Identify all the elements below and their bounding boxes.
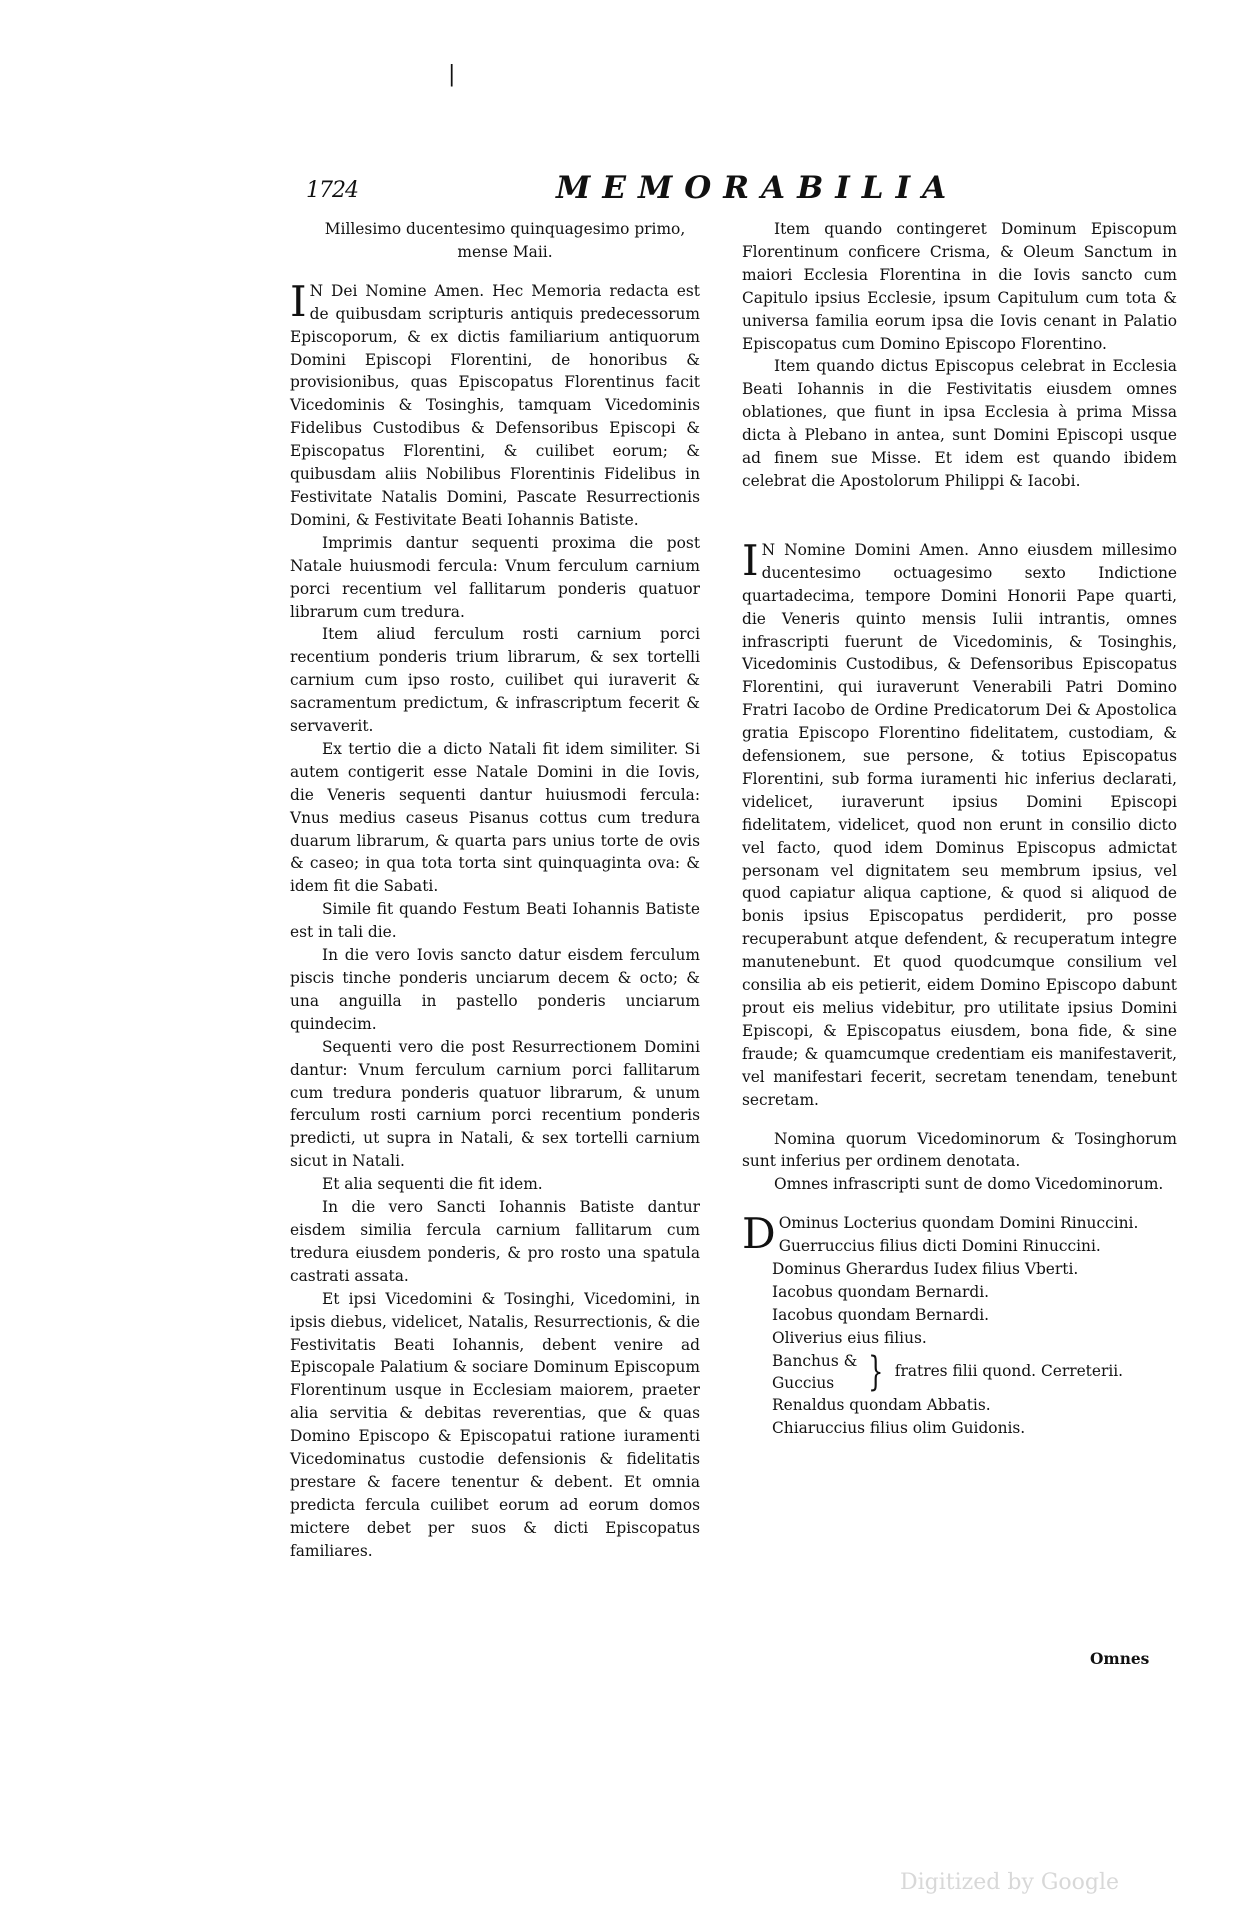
first-paragraph xyxy=(290,276,700,532)
paragraph: Omnes infrascripti sunt de domo Vicedominorum. xyxy=(774,1175,1164,1194)
oath-paragraph xyxy=(742,535,1177,1112)
paragraph: Et ipsi Vicedomini & Tosinghi, Vicedomini, in ipsis diebus, videlicet, Natalis, Resurrectionis, & die Festivitatis Beati Iohannis, debent venire ad Episcopale Palatium & sociare Dominum Episcopum Florentinum usque in Ecclesiam maiorem, praeter alia servitia & debitas reverentias, que & quas Domino Episcopo & Episcopatui ratione iuramenti Vicedominatus custodie defensionis & fidelitatis prestare & facere tenentur & debent. Et omnia predicta fercula cuilibet eorum ad eorum domos mictere debet per suos & dicti Episcopatus familiares. xyxy=(290,1289,700,1560)
list-item: Renaldus quondam Abbatis. xyxy=(772,1395,991,1414)
paragraph: Nomina quorum Vicedominorum & Tosinghorum sunt inferius per ordinem denotata. xyxy=(742,1129,1177,1171)
brace-names xyxy=(772,1350,857,1394)
running-title: MEMORABILIA xyxy=(556,170,959,206)
list-item: Dominus Gherardus Iudex filius Vberti. xyxy=(772,1260,1079,1279)
paragraph: Item aliud ferculum rosti carnium porci recentium ponderis trium librarum, & sex tortelli carnium cum ipso rosto, cuilibet qui iuraverit & sacramentum predictum, & infrascriptum fecerit & servaverit. xyxy=(290,625,700,736)
paragraph: Imprimis dantur sequenti proxima die post Natale huiusmodi fercula: Vnum ferculum carnium porci recentium vel fallitarum ponderis quatuor librarum cum tredura. xyxy=(290,533,700,621)
list-item: Iacobus quondam Bernardi. xyxy=(772,1282,990,1301)
right-column xyxy=(742,218,1177,1440)
list-item: Banchus & xyxy=(772,1351,858,1370)
list-item: Guccius xyxy=(772,1373,835,1392)
watermark: Digitized by Google xyxy=(900,1870,1120,1895)
paragraph: Simile fit quando Festum Beati Iohannis Batiste est in tali die. xyxy=(290,900,700,942)
brace-group xyxy=(742,1350,1177,1394)
catchword: Omnes xyxy=(1090,1650,1150,1668)
drop-cap: I xyxy=(742,535,759,585)
drop-cap: D xyxy=(742,1209,776,1259)
paragraph: Sequenti vero die post Resurrectionem Domini dantur: Vnum ferculum carnium porci fallitarum cum tredura ponderis quatuor librarum, & unum ferculum rosti carnium porci recentium ponderis predicti, ut supra in Natali, & sex tortelli carnium sicut in Natali. xyxy=(290,1037,700,1171)
drop-cap: I xyxy=(290,276,307,326)
paragraph: In die vero Iovis sancto datur eisdem ferculum piscis tinche ponderis unciarum decem & octo; & una anguilla in pastello ponderis unciarum quindecim. xyxy=(290,946,700,1033)
margin-mark: | xyxy=(448,62,456,87)
list-item-text: Ominus Locterius quondam Domini Rinuccini. xyxy=(778,1214,1139,1233)
list-item: Oliverius eius filius. xyxy=(772,1328,927,1347)
paragraph: Item quando contingeret Dominum Episcopum Florentinum conficere Crisma, & Oleum Sanctum in maiori Ecclesia Florentina in die Iovis sancto cum Capitulo ipsius Ecclesie, ipsum Capitulum cum tota & universa familia eorum ipsa die Iovis cenant in Palatio Episcopatus cum Domino Episcopo Florentino. xyxy=(742,220,1177,353)
names-list xyxy=(742,1209,1177,1439)
list-item: Guerruccius filius dicti Domini Rinuccini. xyxy=(778,1237,1101,1256)
paragraph: In die vero Sancti Iohannis Batiste dantur eisdem similia fercula carnium fallitarum cum tredura eiusdem ponderis, & pro rosto una spatula castrati assata. xyxy=(290,1198,700,1285)
paragraph: Ex tertio die a dicto Natali fit idem similiter. Si autem contigerit esse Natale Domini in die Iovis, die Veneris sequenti dantur huiusmodi fercula: Vnus medius caseus Pisanus cottus cum tredura duarum librarum, & quarta pars unius torte de ovis & caseo; in qua tota torta sint quinquaginta ova: & idem fit die Sabati. xyxy=(290,739,700,896)
list-item: Chiaruccius filius olim Guidonis. xyxy=(772,1418,1026,1437)
page-number: 1724 xyxy=(306,178,358,203)
oath-paragraph-text: N Nomine Domini Amen. Anno eiusdem millesimo ducentesimo octuagesimo sexto Indictione quartadecima, tempore Domini Honorii Pape quarti, die Veneris quinto mensis Iulii intrantis, omnes infrascripti fuerunt de Vicedominis, & Tosinghis, Vicedominis Custodibus, & Defensoribus Episcopatus Florentini, qui iuraverunt Venerabili Patri Domino Fratri Iacobo de Ordine Predicatorum Dei & Apostolica gratia Episcopo Florentino fidelitatem, custodiam, & defensionem, sue persone, & totius Episcopatus Florentini, sub forma iuramenti hic inferius declarati, videlicet, iuraverunt ipsius Domini Episcopi fidelitatem, videlicet, quod non erunt in consilio dicto vel facto, quod idem Dominus Episcopus admictat personam vel dignitatem seu membrum ipsius, vel quod capiatur aliqua captione, & quod si aliquod de bonis ipsius Episcopatus perdiderit, pro posse recuperabunt atque defendent, & recuperatum integre manutenebunt. Et quod quodcumque consilium vel consilia ab eis petierit, eidem Domino Episcopo dabunt prout eis melius videbitur, pro utilitate ipsius Domini Episcopi, & Episcopatus eiusdem, bona fide, & sine fraude; & quamcumque credentiam eis manifestaverit, vel manifestari fecerit, secretam tenendam, tenebunt secretam. xyxy=(742,540,1177,1109)
brace-glyph: } xyxy=(868,1348,884,1395)
paragraph: Item quando dictus Episcopus celebrat in Ecclesia Beati Iohannis in die Festivitatis eiusdem omnes oblationes, que fiunt in ipsa Ecclesia à prima Missa dicta à Plebano in antea, sunt Domini Episcopi usque ad finem sue Misse. Et idem est quando ibidem celebrat die Apostolorum Philippi & Iacobi. xyxy=(742,357,1177,490)
list-item: Iacobus quondam Bernardi. xyxy=(772,1305,990,1324)
first-paragraph-text: N Dei Nomine Amen. Hec Memoria redacta est de quibusdam scripturis antiquis predecessorum Episcoporum, & ex dictis familiarium antiquorum Domini Episcopi Florentini, de honoribus & provisionibus, quas Episcopatus Florentinus facit Vicedominis & Tosinghis, tamquam Vicedominis Fidelibus Custodibus & Defensoribus Episcopi & Episcopatus Florentini, & cuilibet eorum; & quibusdam aliis Nobilibus Florentinis Fidelibus in Festivitate Natalis Domini, Pascate Resurrectionis Domini, & Festivitate Beati Iohannis Batiste. xyxy=(290,281,700,529)
paragraph: Et alia sequenti die fit idem. xyxy=(322,1175,543,1194)
left-column xyxy=(290,218,700,1563)
dateline: Millesimo ducentesimo quinquagesimo primo, mense Maii. xyxy=(324,220,686,261)
brace-text: fratres filii quond. Cerreterii. xyxy=(894,1362,1124,1381)
